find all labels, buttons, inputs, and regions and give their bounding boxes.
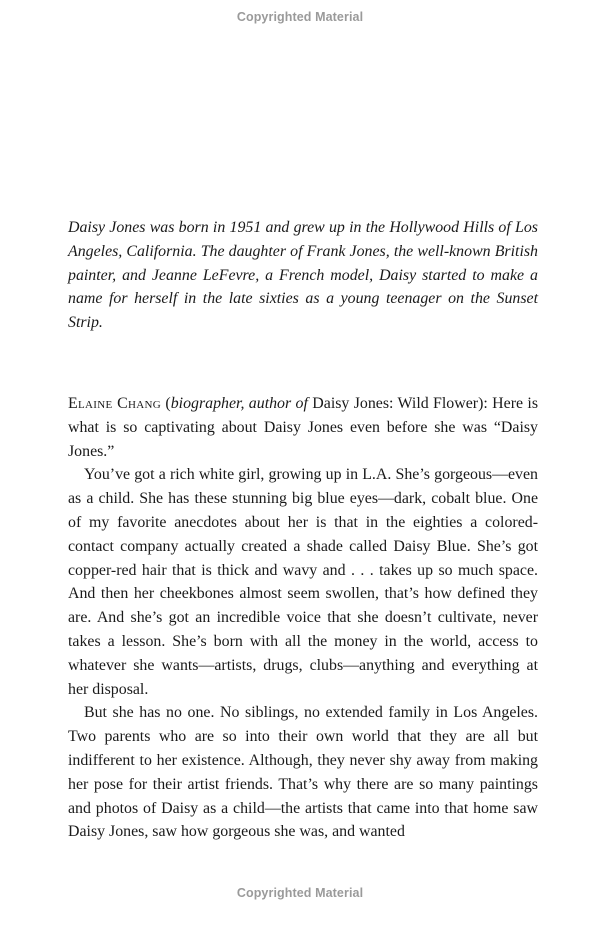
body-paragraph: You’ve got a rich white girl, growing up in L.A. She’s gorgeous—even as a child. She has these stunning big blue eyes—dark, cobalt blue. One of my favorite anecdotes about her is that in the eighties a colored-contact company actually created a shade called Daisy Blue. She’s got copper-red hair that is thick and wavy and . . . takes up so much space. And then her cheekbones almost seem swollen, that’s how defined they are. And she’s got an incredible voice that she doesn’t cultivate, never takes a lesson. She’s born with all the money in the world, access to whatever she wants—artists, drugs, clubs—anything and everything at her disposal.	[68, 466, 538, 698]
body-paragraph: But she has no one. No siblings, no extended family in Los Angeles. Two parents who are so into their own world that they are all but indifferent to her existence. Although, they never shy away from making her pose for their artist friends. That’s why there are so many paintings and photos of Daisy as a child—the artists that came into that home saw Daisy Jones, saw how gorgeous she was, and wanted	[68, 704, 538, 841]
intro-paragraph: Daisy Jones was born in 1951 and grew up in the Hollywood Hills of Los Angeles, California. The daughter of Frank Jones, the well-known British painter, and Jeanne LeFevre, a French model, Daisy started to make a name for herself in the late sixties as a young teenager on the Sunset Strip.	[68, 219, 538, 332]
speaker-book: Daisy Jones: Wild Flower	[312, 395, 479, 412]
intro-section	[68, 216, 538, 335]
body-paragraph: Here is what is so captivating about Daisy Jones even before she was “Daisy Jones.”	[68, 395, 539, 460]
interview-section	[68, 392, 538, 844]
copyright-watermark-top: Copyrighted Material	[236, 10, 364, 24]
speaker-role: biographer, author of	[170, 395, 308, 412]
copyright-watermark-bottom: Copyrighted Material	[236, 886, 364, 900]
speaker-paragraph: Elaine Chang (biographer, author of Daisy Jones: Wild Flower): Here is what is so captivating about Daisy Jones even before she was “Daisy Jones.”	[68, 395, 539, 460]
speaker-name: Elaine Chang	[68, 395, 162, 412]
